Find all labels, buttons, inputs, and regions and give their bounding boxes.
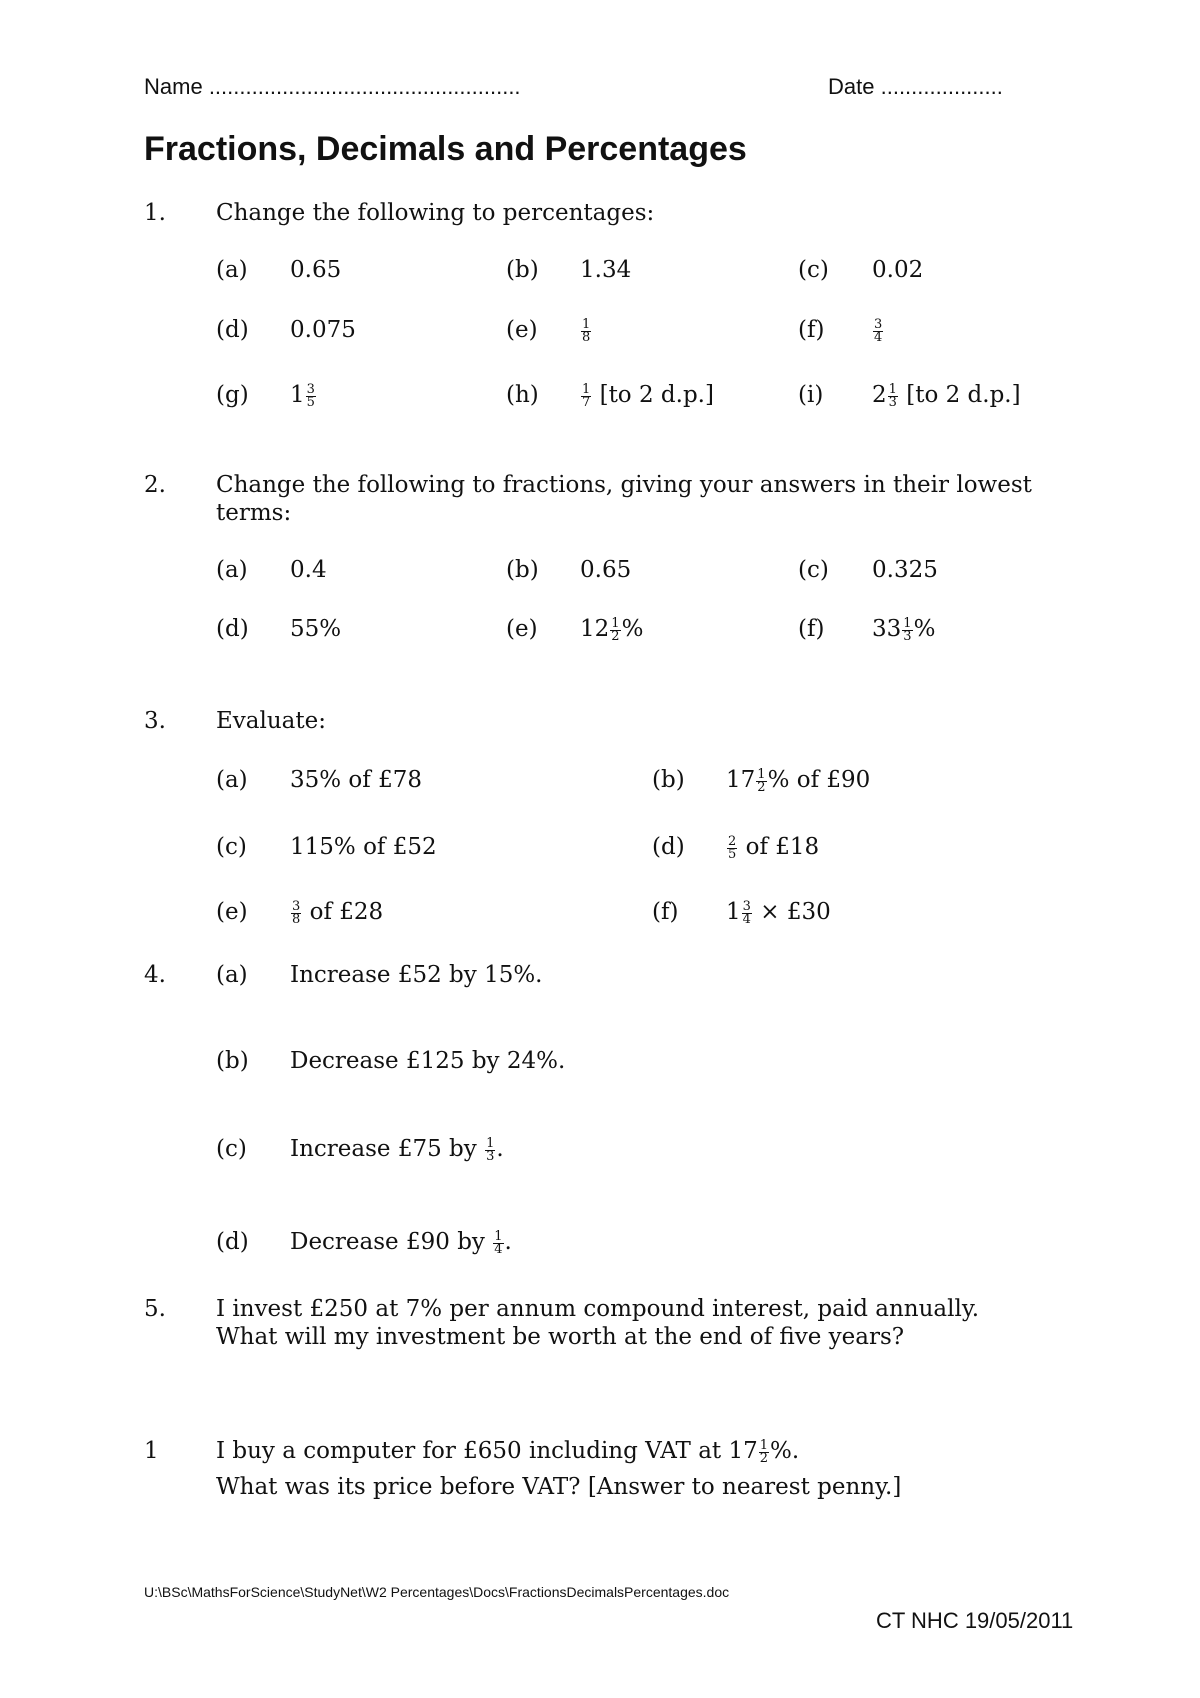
q4c-fraction: $\frac{1}{3}$ [486,1135,495,1164]
q3b-value: 17 $\frac{1}{2}$ % of £90 [726,766,871,795]
q2f-fraction: $\frac{1}{3}$ [903,615,912,644]
q2e-label: (e) [506,616,538,642]
q1g-value: 1 $\frac{3}{5}$ [290,381,315,410]
q5-line2: What will my investment be worth at the end of five years? [216,1324,905,1350]
q3c-value: 115% of £52 [290,834,437,860]
q1b-label: (b) [506,257,539,283]
q4-number: 4. [144,962,166,988]
q4b-label: (b) [216,1048,249,1074]
name-label: Name [144,74,203,99]
q2e-value: 12 $\frac{1}{2}$ % [580,615,644,644]
q1f-fraction: $\frac{3}{4}$ [874,316,883,345]
q1h-value: $\frac{1}{7}$ [to 2 d.p.] [582,381,714,410]
q2d-value: 55% [290,616,342,642]
q1-number: 1. [144,200,166,226]
q6-line2: What was its price before VAT? [Answer to nearest penny.] [216,1474,902,1500]
q2-number: 2. [144,472,166,498]
q4d-label: (d) [216,1229,249,1255]
q3f-value: 1 $\frac{3}{4}$ × £30 [726,898,831,927]
q2-prompt-line2: terms: [216,500,292,526]
q1i-label: (i) [798,382,824,408]
q2b-value: 0.65 [580,557,632,583]
q4a-value: Increase £52 by 15%. [290,962,543,988]
q4a-label: (a) [216,962,248,988]
q6-fraction: $\frac{1}{2}$ [759,1437,769,1466]
q1f-value [872,317,884,344]
q5-number: 5. [144,1296,166,1322]
q4d-value: Decrease £90 by $\frac{1}{4}$ . [290,1228,512,1257]
q1e-fraction: $\frac{1}{8}$ [582,316,591,345]
q1g-label: (g) [216,382,249,408]
q1d-value: 0.075 [290,317,356,343]
q3b-label: (b) [652,767,685,793]
q5-line1: I invest £250 at 7% per annum compound interest, paid annually. [216,1296,980,1322]
q1-prompt: Change the following to percentages: [216,200,655,226]
q1h-label: (h) [506,382,539,408]
author-date-stamp: CT NHC 19/05/2011 [876,1608,1074,1633]
q1i-value: 2 $\frac{1}{3}$ [to 2 d.p.] [872,381,1021,410]
file-path: U:\BSc\MathsForScience\StudyNet\W2 Percentages\Docs\FractionsDecimalsPercentages.doc [144,1584,730,1600]
q2f-value: 33 $\frac{1}{3}$ % [872,615,936,644]
q1e-label: (e) [506,317,538,343]
q2f-label: (f) [798,616,825,642]
q3a-value: 35% of £78 [290,767,423,793]
q1b-value: 1.34 [580,257,632,283]
q1i-fraction: $\frac{1}{3}$ [888,381,897,410]
q1f-label: (f) [798,317,825,343]
q3e-label: (e) [216,899,248,925]
q2d-label: (d) [216,616,249,642]
page-title: Fractions, Decimals and Percentages [144,130,747,168]
q3d-value: $\frac{2}{5}$ of £18 [728,833,820,862]
q3a-label: (a) [216,767,248,793]
name-field [144,74,521,100]
q1g-fraction: $\frac{3}{5}$ [306,381,315,410]
q3d-fraction: $\frac{2}{5}$ [728,833,737,862]
q4c-label: (c) [216,1136,247,1162]
q1c-value: 0.02 [872,257,924,283]
q2a-label: (a) [216,557,248,583]
q2-prompt-line1: Change the following to fractions, giving your answers in their lowest [216,472,1032,498]
q3c-label: (c) [216,834,247,860]
q3-prompt: Evaluate: [216,708,326,734]
date-field [828,74,1003,100]
q3f-fraction: $\frac{3}{4}$ [742,898,751,927]
q4c-value: Increase £75 by $\frac{1}{3}$ . [290,1135,504,1164]
q3e-fraction: $\frac{3}{8}$ [292,898,301,927]
q3f-label: (f) [652,899,679,925]
q2e-fraction: $\frac{1}{2}$ [611,615,620,644]
q2c-label: (c) [798,557,829,583]
q4b-value: Decrease £125 by 24%. [290,1048,566,1074]
q1a-value: 0.65 [290,257,342,283]
q4d-fraction: $\frac{1}{4}$ [494,1228,503,1257]
q1d-label: (d) [216,317,249,343]
q2a-value: 0.4 [290,557,327,583]
q1a-label: (a) [216,257,248,283]
date-dots: .................... [880,74,1003,99]
date-label: Date [828,74,875,99]
q1e-value [580,317,592,344]
q3-number: 3. [144,708,166,734]
q3b-fraction: $\frac{1}{2}$ [757,766,766,795]
q6-number: 1 [144,1438,159,1464]
q2c-value: 0.325 [872,557,938,583]
q6-line1: I buy a computer for £650 including VAT at 17 $\frac{1}{2}$ %. [216,1437,800,1466]
q1h-fraction: $\frac{1}{7}$ [582,381,591,410]
q3d-label: (d) [652,834,685,860]
q1c-label: (c) [798,257,829,283]
q3e-value: $\frac{3}{8}$ of £28 [292,898,384,927]
name-dots: ................................................... [208,74,521,99]
q2b-label: (b) [506,557,539,583]
